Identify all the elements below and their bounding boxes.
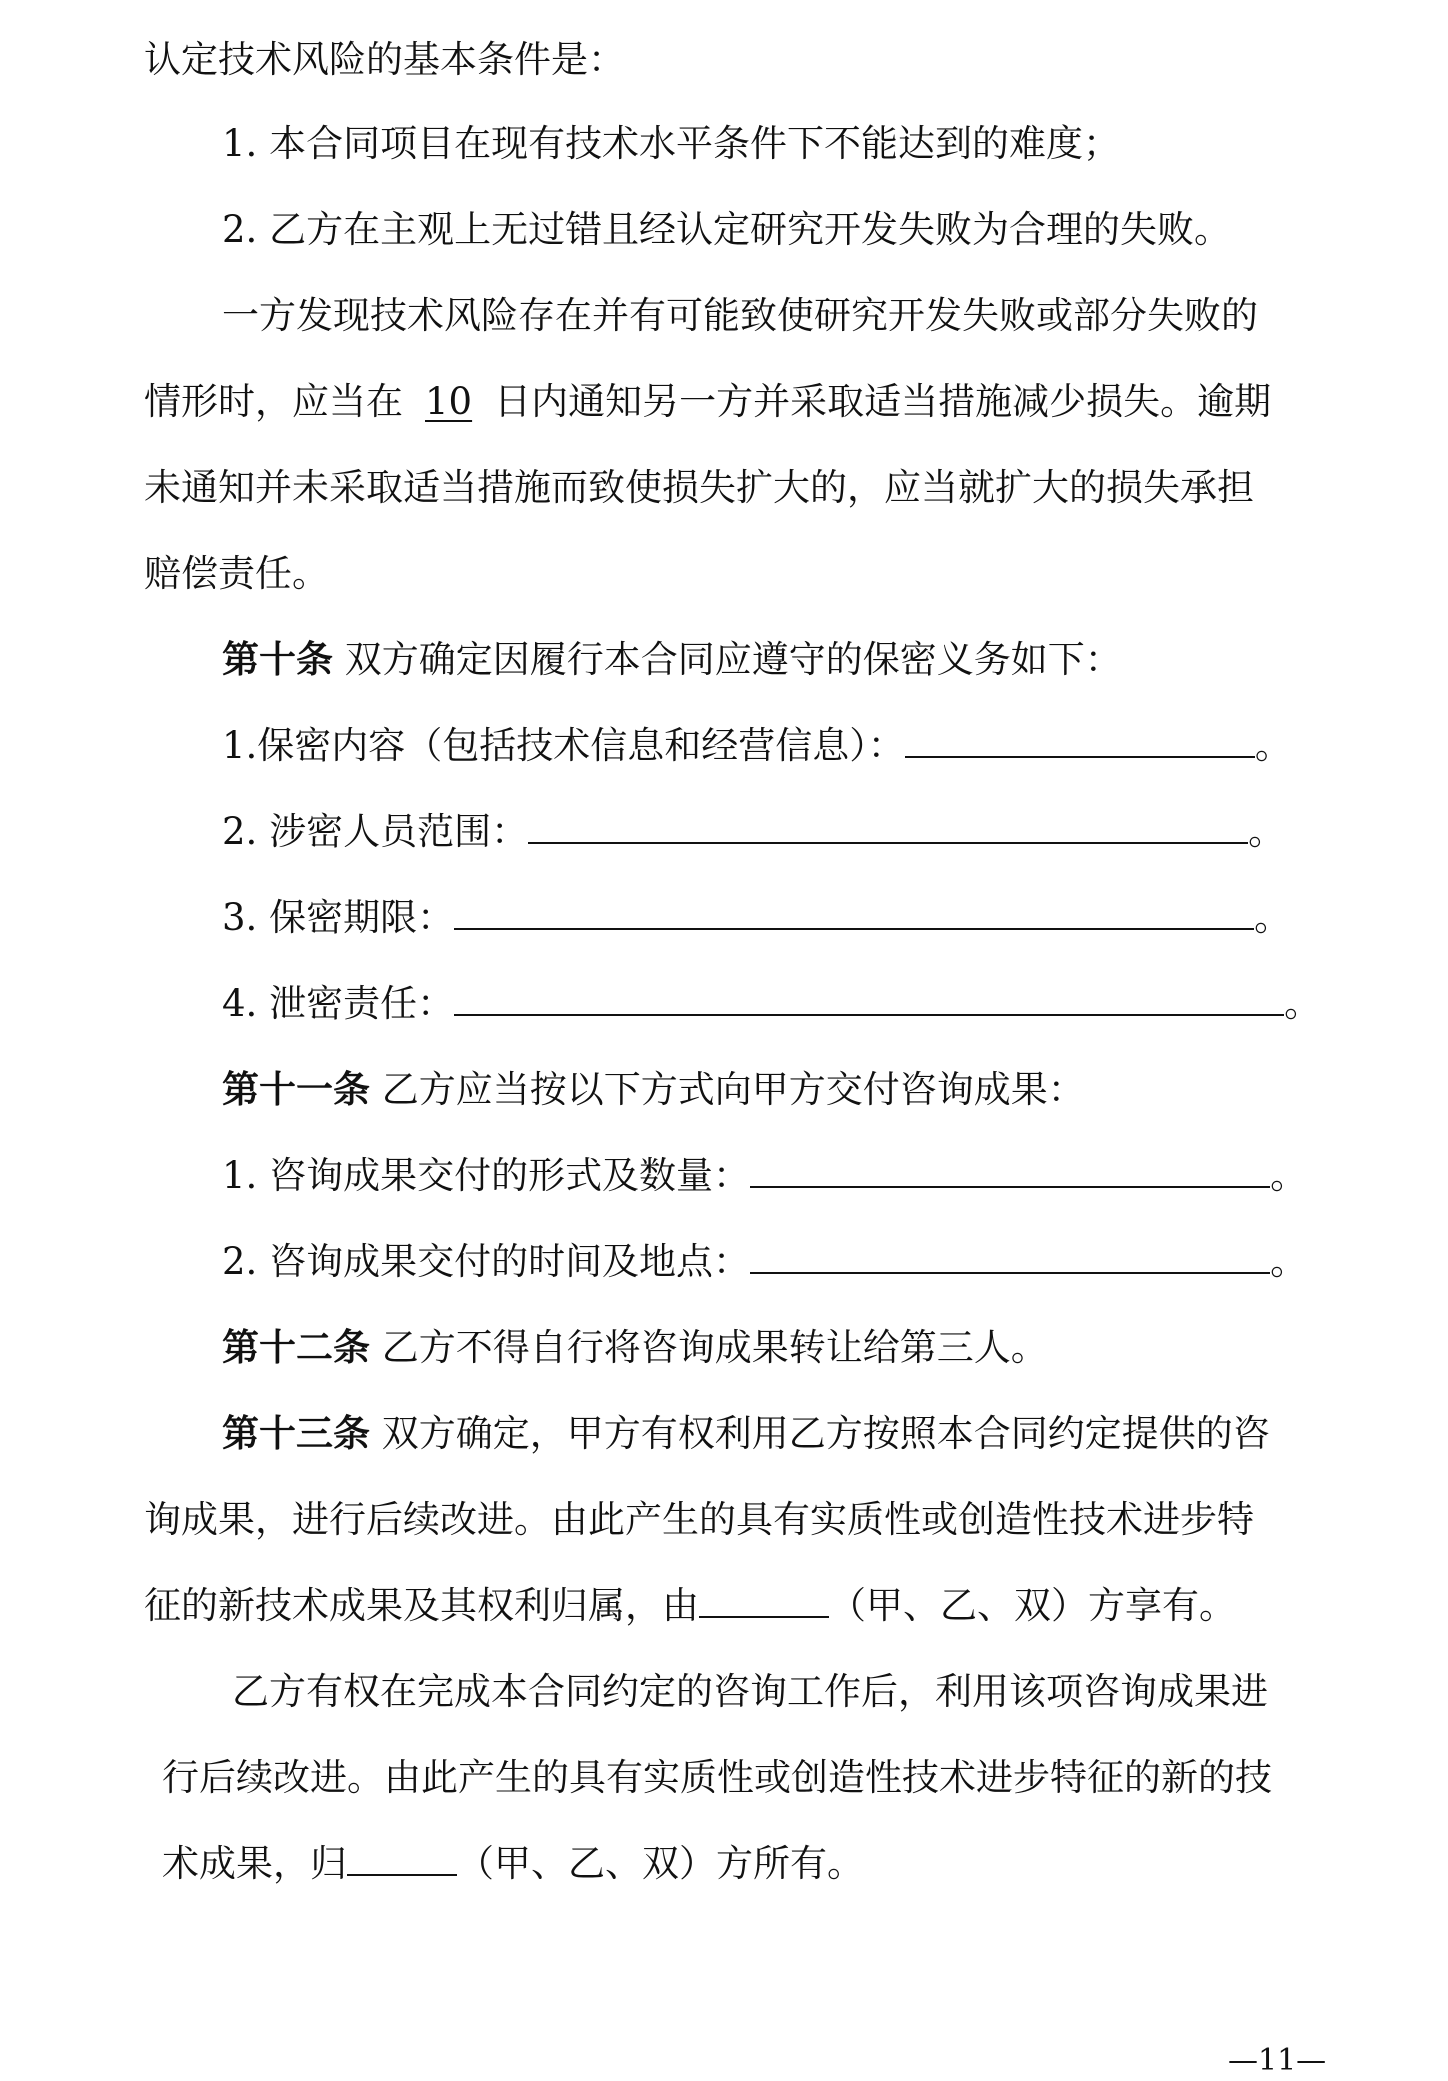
period: 。 xyxy=(1270,1154,1308,1197)
period: 。 xyxy=(1248,810,1286,853)
period: 。 xyxy=(1254,724,1292,767)
item-label: 1. 咨询成果交付的形式及数量： xyxy=(222,1154,751,1197)
item-label: 3. 保密期限： xyxy=(222,896,455,939)
article-intro: 双方确定因履行本合同应遵守的保密义务如下： xyxy=(344,638,1122,681)
text-line: 一方发现技术风险存在并有可能致使研究开发失败或部分失败的 xyxy=(222,294,1258,337)
period: 。 xyxy=(1254,896,1292,939)
fill-blank xyxy=(750,1154,1270,1188)
fill-blank xyxy=(454,896,1254,930)
fill-blank xyxy=(699,1584,829,1618)
text-segment: 情形时，应当在 xyxy=(144,380,403,423)
article-11 xyxy=(222,1068,1085,1112)
text-line: 赔偿责任。 xyxy=(144,552,329,595)
fill-blank xyxy=(347,1842,457,1876)
fill-blank xyxy=(905,724,1255,758)
text-line: 询成果，进行后续改进。由此产生的具有实质性或创造性技术进步特 xyxy=(144,1498,1254,1541)
article-10 xyxy=(222,638,1122,682)
item-label: 2. 涉密人员范围： xyxy=(222,810,529,853)
item-label: 4. 泄密责任： xyxy=(222,982,455,1025)
article-heading: 第十三条 xyxy=(222,1412,370,1455)
delivery-item xyxy=(222,1154,1307,1198)
text-line xyxy=(144,380,1271,424)
text-line: 乙方有权在完成本合同约定的咨询工作后，利用该项咨询成果进 xyxy=(232,1670,1268,1713)
item-label: 1.保密内容（包括技术信息和经营信息）： xyxy=(222,724,905,767)
fill-blank xyxy=(454,982,1284,1016)
text-segment: 征的新技术成果及其权利归属，由 xyxy=(144,1584,699,1627)
text-line: 1. 本合同项目在现有技术水平条件下不能达到的难度； xyxy=(222,122,1121,165)
text-segment: （甲、乙、双）方享有。 xyxy=(829,1584,1236,1627)
text-line: 2. 乙方在主观上无过错且经认定研究开发失败为合理的失败。 xyxy=(222,208,1232,251)
article-heading: 第十条 xyxy=(222,638,333,681)
page-number: —11— xyxy=(1228,2043,1327,2078)
confidential-item xyxy=(222,982,1321,1026)
article-text: 乙方不得自行将咨询成果转让给第三人。 xyxy=(381,1326,1048,1369)
text-segment: 术成果，归 xyxy=(162,1842,347,1885)
notice-days-field: 10 xyxy=(425,380,473,423)
fill-blank xyxy=(750,1240,1270,1274)
period: 。 xyxy=(1270,1240,1308,1283)
article-12 xyxy=(222,1326,1048,1370)
text-segment: （甲、乙、双）方所有。 xyxy=(457,1842,864,1885)
text-line: 认定技术风险的基本条件是： xyxy=(144,38,625,81)
article-intro: 乙方应当按以下方式向甲方交付咨询成果： xyxy=(381,1068,1085,1111)
text-line: 未通知并未采取适当措施而致使损失扩大的，应当就扩大的损失承担 xyxy=(144,466,1254,509)
fill-blank xyxy=(528,810,1248,844)
text-line: 行后续改进。由此产生的具有实质性或创造性技术进步特征的新的技 xyxy=(162,1756,1272,1799)
delivery-item xyxy=(222,1240,1307,1284)
article-heading: 第十一条 xyxy=(222,1068,370,1111)
confidential-item xyxy=(222,896,1291,940)
text-segment: 双方确定，甲方有权利用乙方按照本合同约定提供的咨 xyxy=(381,1412,1270,1455)
article-heading: 第十二条 xyxy=(222,1326,370,1369)
text-line xyxy=(162,1842,864,1886)
item-label: 2. 咨询成果交付的时间及地点： xyxy=(222,1240,751,1283)
confidential-item xyxy=(222,810,1285,854)
text-segment: 日内通知另一方并采取适当措施减少损失。逾期 xyxy=(494,380,1272,423)
period: 。 xyxy=(1284,982,1322,1025)
text-line xyxy=(144,1584,1236,1628)
article-13 xyxy=(222,1412,1270,1456)
confidential-item xyxy=(222,724,1292,768)
